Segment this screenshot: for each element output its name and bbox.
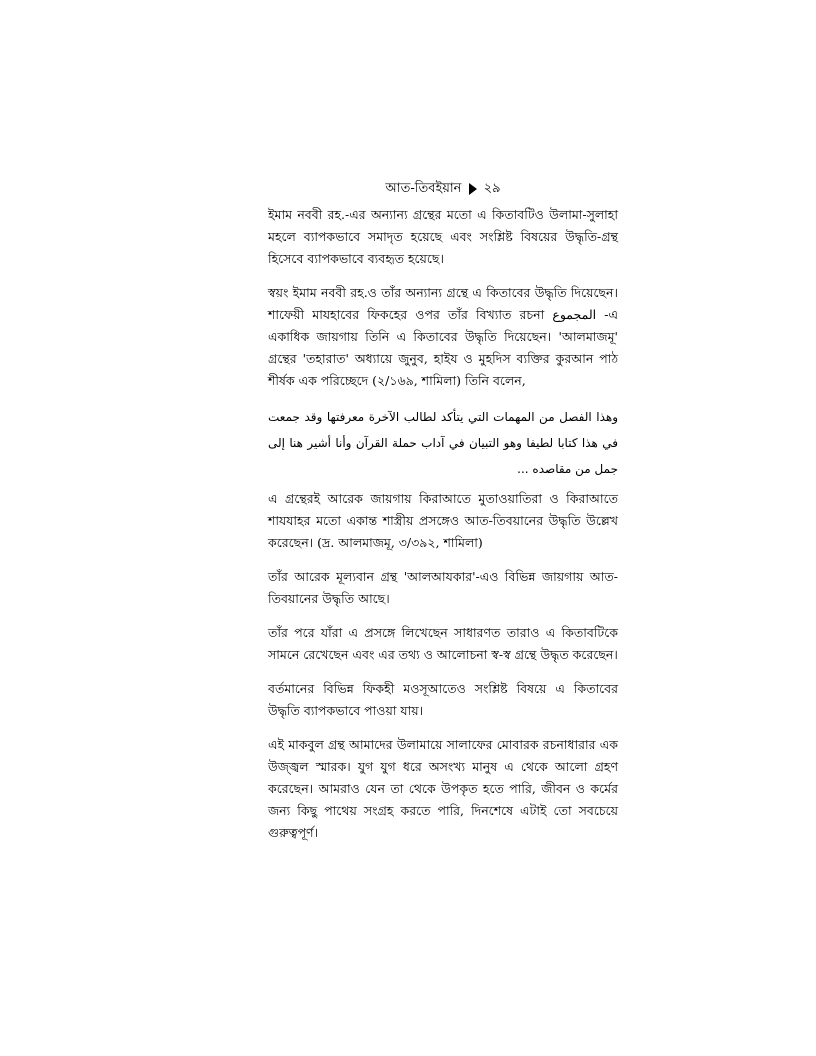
paragraph-5: তাঁর পরে যাঁরা এ প্রসঙ্গে লিখেছেন সাধারণত তারাও এ কিতাবটিকে সামনে রেখেছেন এবং এর তথ্য ও আলোচনা স্ব-স্ব গ্রন্থে উদ্ধৃত করেছেন। — [268, 625, 618, 662]
running-header — [268, 178, 618, 200]
paragraph-2: স্বয়ং ইমাম নববী রহ.ও তাঁর অন্যান্য গ্রন্থে এ কিতাবের উদ্ধৃতি দিয়েছেন। শাফেয়ী মাযহাবের ফিকহের ওপর তাঁর বিখ্যাত রচনা المجموع -এ একাধিক জায়গায় তিনি এ কিতাবের উদ্ধৃতি দিয়েছেন। 'আলমাজমূ' গ্রন্থের 'তহারাত' অধ্যায়ে জুনুব, হাইয ও মুহদিস ব্যক্তির কুরআন পাঠ শীর্ষক এক পরিচ্ছেদে (২/১৬৯, শামিলা) তিনি বলেন, — [268, 285, 619, 388]
page-body — [268, 178, 618, 856]
page-number: ২৯ — [483, 181, 501, 196]
triangle-right-icon — [469, 183, 477, 195]
header-title: আত-তিবইয়ান — [385, 181, 462, 196]
paragraph-1: ইমাম নববী রহ.-এর অন্যান্য গ্রন্থের মতো এ কিতাবটিও উলামা-সুলাহা মহলে ব্যাপকভাবে সমাদৃত হয়েছে এবং সংশ্লিষ্ট বিষয়ের উদ্ধৃতি-গ্রন্থ হিসেবে ব্যাপকভাবে ব্যবহৃত হয়েছে। — [268, 207, 618, 266]
paragraph-4: তাঁর আরেক মূল্যবান গ্রন্থ 'আলআযকার'-এও বিভিন্ন জায়গায় আত-তিবয়ানের উদ্ধৃতি আছে। — [268, 569, 618, 606]
paragraph-6: বর্তমানের বিভিন্ন ফিকহী মওসূআতেও সংশ্লিষ্ট বিষয়ে এ কিতাবের উদ্ধৃতি ব্যাপকভাবে পাওয়া যায়। — [268, 681, 618, 718]
arabic-quote: وهذا الفصل من المهمات التي يتأكد لطالب الآخرة معرفتها وقد جمعت في هذا كتابا لطيفا وهو التبيان في آداب حملة القرآن وأنا أشير هنا إلى جمل من مقاصده ... — [268, 410, 618, 476]
paragraph-3: এ গ্রন্থেরই আরেক জায়গায় কিরাআতে মুতাওয়াতিরা ও কিরাআতে শাযযাহর মতো একান্ত শাস্ত্রীয় প্রসঙ্গেও আত-তিবয়ানের উদ্ধৃতি উল্লেখ করেছেন। (দ্র. আলমাজমূ, ৩/৩৯২, শামিলা) — [268, 491, 618, 550]
paragraph-7: এই মাকবুল গ্রন্থ আমাদের উলামায়ে সালাফের মোবারক রচনাধারার এক উজ্জ্বল স্মারক। যুগ যুগ ধরে অসংখ্য মানুষ এ থেকে আলো গ্রহণ করেছেন। আমরাও যেন তা থেকে উপকৃত হতে পারি, জীবন ও কর্মের জন্য কিছু পাথেয় সংগ্রহ করতে পারি, দিনশেষে এটাই তো সবচেয়ে গুরুত্বপূর্ণ। — [268, 737, 618, 840]
